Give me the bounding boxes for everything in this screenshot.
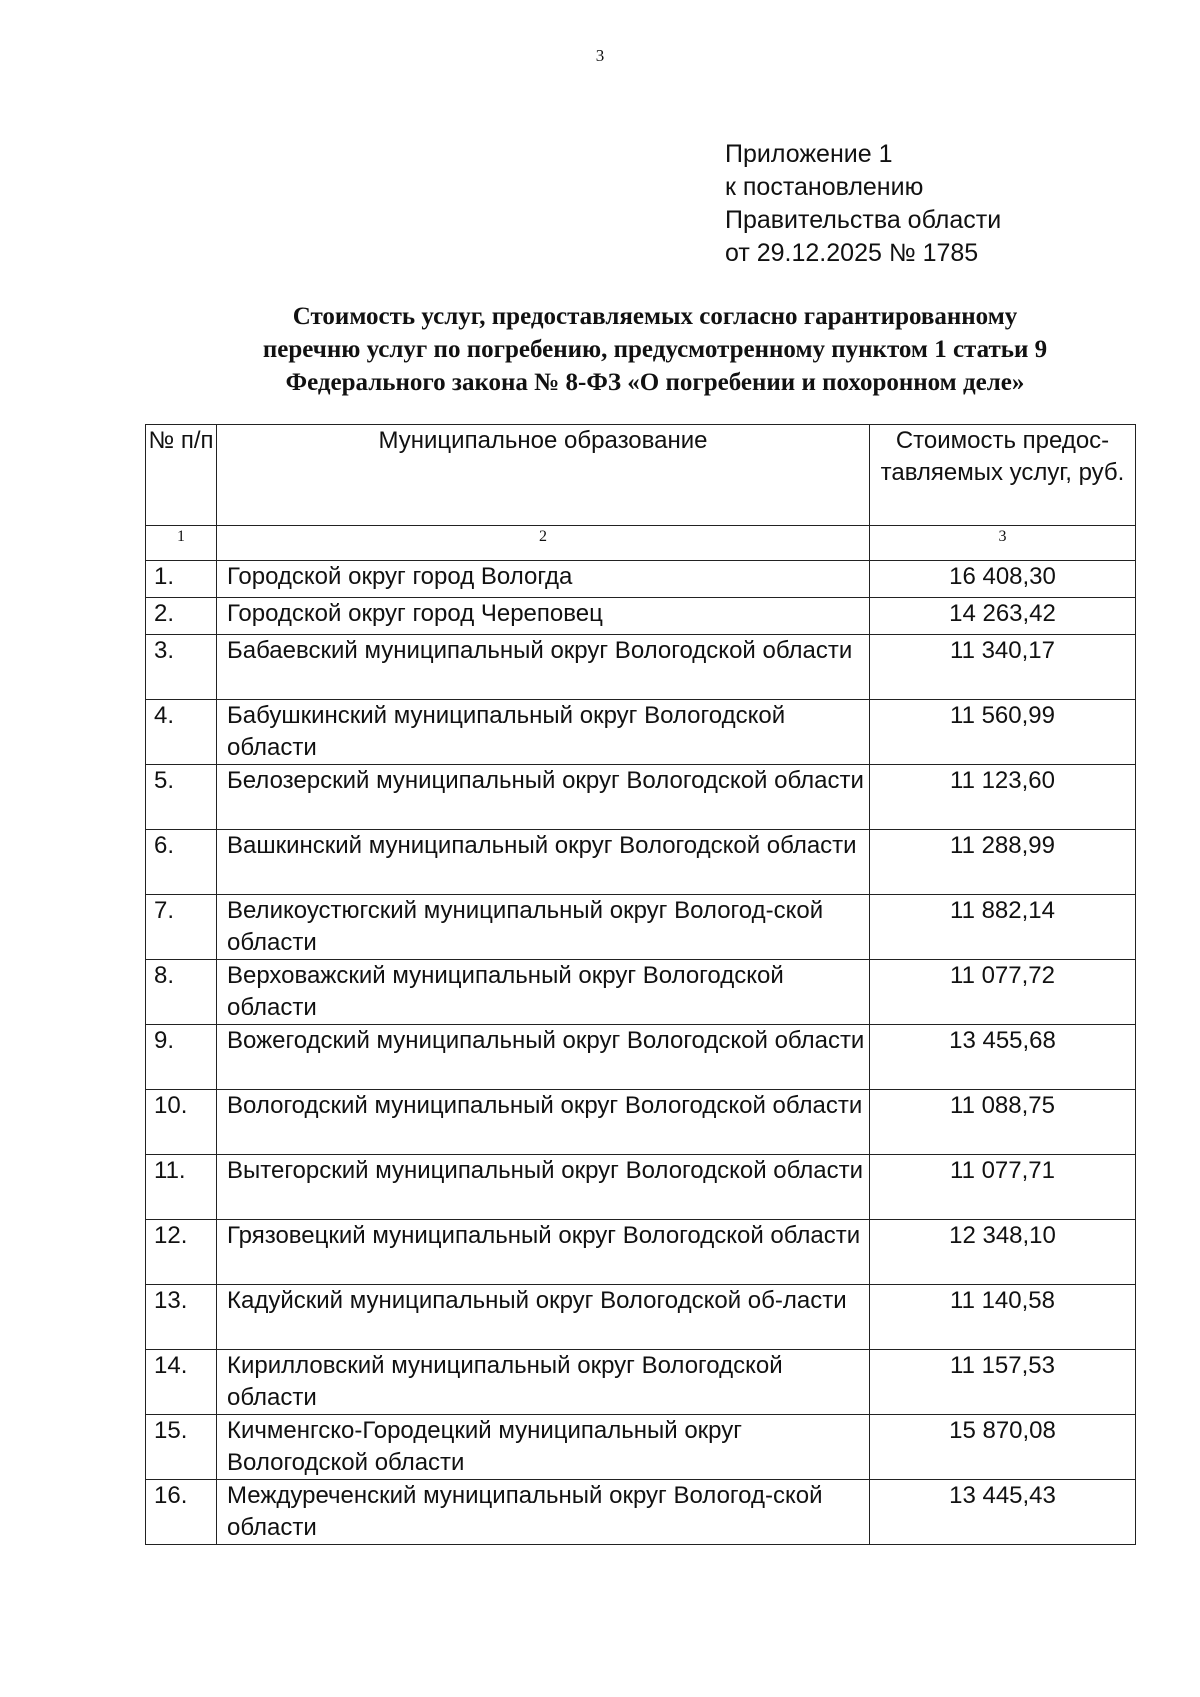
row-number: 5.	[146, 765, 217, 830]
table-row	[146, 895, 1136, 960]
service-cost: 11 123,60	[870, 765, 1136, 830]
table-row	[146, 960, 1136, 1025]
cost-table	[145, 424, 1136, 1545]
column-index: 2	[217, 526, 870, 561]
row-number: 2.	[146, 598, 217, 635]
title-line: Стоимость услуг, предоставляемых согласно гарантированному	[292, 303, 1018, 330]
municipality-name: Вожегодский муниципальный округ Вологодской области	[217, 1025, 870, 1090]
service-cost: 12 348,10	[870, 1220, 1136, 1285]
row-number: 13.	[146, 1285, 217, 1350]
table-row	[146, 598, 1136, 635]
table-row	[146, 1415, 1136, 1480]
appendix-line: от 29.12.2025 № 1785	[725, 239, 979, 267]
service-cost: 11 157,53	[870, 1350, 1136, 1415]
service-cost: 11 882,14	[870, 895, 1136, 960]
table-row	[146, 1350, 1136, 1415]
column-index: 1	[146, 526, 217, 561]
municipality-name: Бабушкинский муниципальный округ Вологодской области	[217, 700, 870, 765]
municipality-name: Городской округ город Череповец	[217, 598, 870, 635]
service-cost: 13 455,68	[870, 1025, 1136, 1090]
service-cost: 15 870,08	[870, 1415, 1136, 1480]
row-number: 3.	[146, 635, 217, 700]
appendix-line: Приложение 1	[725, 140, 893, 168]
column-index: 3	[870, 526, 1136, 561]
municipality-name: Городской округ город Вологда	[217, 561, 870, 598]
municipality-name: Кадуйский муниципальный округ Вологодской об-ласти	[217, 1285, 870, 1350]
row-number: 4.	[146, 700, 217, 765]
table-row	[146, 1155, 1136, 1220]
header-municipality: Муниципальное образование	[217, 425, 870, 526]
row-number: 8.	[146, 960, 217, 1025]
table-row	[146, 1480, 1136, 1545]
document-title	[180, 300, 1130, 399]
service-cost: 11 140,58	[870, 1285, 1136, 1350]
service-cost: 11 088,75	[870, 1090, 1136, 1155]
row-number: 10.	[146, 1090, 217, 1155]
header-number: № п/п	[146, 425, 217, 526]
municipality-name: Бабаевский муниципальный округ Вологодской области	[217, 635, 870, 700]
row-number: 11.	[146, 1155, 217, 1220]
row-number: 9.	[146, 1025, 217, 1090]
row-number: 15.	[146, 1415, 217, 1480]
service-cost: 11 077,71	[870, 1155, 1136, 1220]
table-header-row	[146, 425, 1136, 526]
table-row	[146, 1025, 1136, 1090]
service-cost: 16 408,30	[870, 561, 1136, 598]
municipality-name: Вашкинский муниципальный округ Вологодской области	[217, 830, 870, 895]
municipality-name: Великоустюгский муниципальный округ Вологод-ской области	[217, 895, 870, 960]
header-cost: Стоимость предос-тавляемых услуг, руб.	[870, 425, 1136, 526]
title-line: Федерального закона № 8-ФЗ «О погребении и похоронном деле»	[285, 369, 1025, 396]
page-number: 3	[595, 46, 605, 65]
service-cost: 11 288,99	[870, 830, 1136, 895]
service-cost: 11 560,99	[870, 700, 1136, 765]
column-index-row	[146, 526, 1136, 561]
municipality-name: Кирилловский муниципальный округ Вологодской области	[217, 1350, 870, 1415]
title-line: перечню услуг по погребению, предусмотренному пунктом 1 статьи 9	[262, 336, 1048, 363]
table-row	[146, 1220, 1136, 1285]
row-number: 14.	[146, 1350, 217, 1415]
service-cost: 11 340,17	[870, 635, 1136, 700]
row-number: 12.	[146, 1220, 217, 1285]
row-number: 6.	[146, 830, 217, 895]
service-cost: 11 077,72	[870, 960, 1136, 1025]
appendix-line: к постановлению	[725, 173, 924, 201]
municipality-name: Грязовецкий муниципальный округ Вологодской области	[217, 1220, 870, 1285]
municipality-name: Кичменгско-Городецкий муниципальный округ Вологодской области	[217, 1415, 870, 1480]
municipality-name: Вологодский муниципальный округ Вологодской области	[217, 1090, 870, 1155]
service-cost: 14 263,42	[870, 598, 1136, 635]
table-row	[146, 1090, 1136, 1155]
row-number: 16.	[146, 1480, 217, 1545]
municipality-name: Вытегорский муниципальный округ Вологодской области	[217, 1155, 870, 1220]
municipality-name: Междуреченский муниципальный округ Вологод-ской области	[217, 1480, 870, 1545]
appendix-line: Правительства области	[725, 206, 1002, 234]
appendix-note	[725, 138, 1001, 270]
municipality-name: Белозерский муниципальный округ Вологодской области	[217, 765, 870, 830]
table-row	[146, 700, 1136, 765]
municipality-name: Верховажский муниципальный округ Вологодской области	[217, 960, 870, 1025]
row-number: 1.	[146, 561, 217, 598]
table-row	[146, 830, 1136, 895]
table-row	[146, 561, 1136, 598]
row-number: 7.	[146, 895, 217, 960]
service-cost: 13 445,43	[870, 1480, 1136, 1545]
table-row	[146, 765, 1136, 830]
table-row	[146, 635, 1136, 700]
table-row	[146, 1285, 1136, 1350]
